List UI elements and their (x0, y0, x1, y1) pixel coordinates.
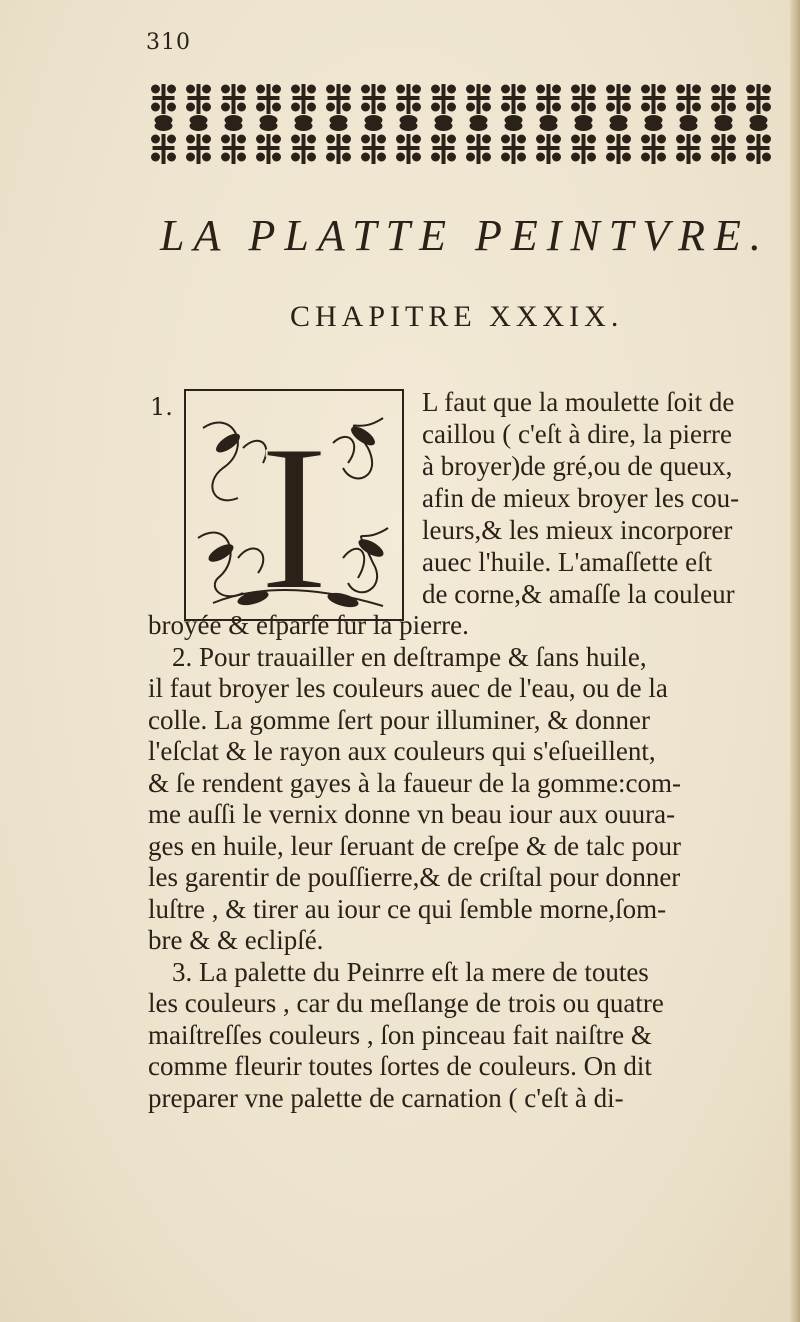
fleuron-ornament (291, 84, 316, 125)
running-title: LA PLATTE PEINTVRE. (160, 211, 770, 260)
fleuron-ornament (256, 121, 281, 164)
fleuron-ornament (711, 121, 736, 164)
text-line: les garentir de pouſſierre,& de criſtal pour donner (148, 862, 681, 892)
text-line: à broyer)de gré,ou de queux, (422, 451, 733, 481)
fleuron-ornament (676, 84, 701, 125)
text-line: & ſe rendent gayes à la faueur de la gomme:com- (148, 767, 682, 798)
text-line: L faut que la moulette ſoit de (422, 387, 735, 417)
text-line: auec l'huile. L'amaſſette eſt (422, 547, 713, 577)
fleuron-ornament (676, 121, 701, 164)
fleuron-ornament (501, 84, 526, 125)
fleuron-ornament (746, 84, 771, 125)
fleuron-ornament (186, 121, 211, 164)
fleuron-ornament (151, 84, 176, 125)
text-line: luſtre , & tirer au iour ce qui ſemble morne,ſom- (148, 893, 667, 924)
fleuron-ornament (326, 121, 351, 164)
text-line: leurs,& les mieux incorporer (422, 515, 733, 545)
initial-glyph: I (259, 402, 329, 622)
fleuron-ornament (291, 121, 316, 164)
fleuron-ornament (571, 84, 596, 125)
fleuron-ornament (221, 84, 246, 125)
fleuron-ornament (326, 84, 351, 125)
text-line: l'eſclat & le rayon aux couleurs qui s'eſueillent, (148, 736, 656, 766)
text-line: me auſſi le vernix donne vn beau iour aux ouura- (148, 799, 676, 829)
text-line: broyée & eſparſe ſur la pierre. (148, 610, 469, 640)
fleuron-ornament (746, 121, 771, 164)
fleuron-ornament (501, 121, 526, 164)
fleuron-ornament (536, 121, 561, 164)
chapter-heading: CHAPITRE XXXIX. (290, 300, 624, 333)
fleuron-ornament (606, 121, 631, 164)
fleuron-ornament (711, 84, 736, 125)
text-line: les couleurs , car du meſlange de trois ou quatre (148, 988, 664, 1018)
text-line: ges en huile, leur ſeruant de creſpe & de talc pour (148, 830, 682, 861)
text-line: maiſtreſſes couleurs , ſon pinceau fait naiſtre & (148, 1019, 652, 1050)
paragraph-1-side-text (422, 386, 782, 610)
fleuron-ornament (536, 84, 561, 125)
fleuron-ornament (641, 84, 666, 125)
fleuron-ornament (431, 84, 456, 125)
fleuron-ornament (396, 84, 421, 125)
text-line: 3. La palette du Peinrre eſt la mere de toutes (172, 956, 649, 987)
fleuron-ornament (151, 121, 176, 164)
fleuron-ornament (641, 121, 666, 164)
text-line: caillou ( c'eſt à dire, la pierre (422, 419, 732, 449)
fleuron-ornament (571, 121, 596, 164)
fleuron-ornament (396, 121, 421, 164)
text-line: de corne,& amaſſe la couleur (422, 579, 735, 609)
floral-ornament-band (146, 80, 776, 185)
fleuron-ornament (466, 121, 491, 164)
fleuron-ornament (606, 84, 631, 125)
text-line: bre & & eclipſé. (148, 925, 324, 955)
fleuron-ornament (186, 84, 211, 125)
text-line: afin de mieux broyer les cou- (422, 483, 740, 513)
text-line: 2. Pour trauailler en deſtrampe & ſans huile, (172, 641, 647, 672)
body-text (148, 610, 788, 1114)
text-line: comme fleurir toutes ſortes de couleurs. On dit (148, 1051, 652, 1081)
fleuron-ornament (256, 84, 281, 125)
decorated-initial-letter (183, 388, 405, 622)
text-line: il faut broyer les couleurs auec de l'eau, ou de la (148, 673, 668, 703)
fleuron-ornament (361, 121, 386, 164)
fleuron-ornament (466, 84, 491, 125)
page-number: 310 (146, 30, 191, 55)
fleuron-ornament (221, 121, 246, 164)
text-line: colle. La gomme ſert pour illuminer, & donner (148, 704, 651, 735)
text-line: preparer vne palette de carnation ( c'eſt à di- (148, 1082, 624, 1113)
page-edge (790, 0, 800, 1322)
fleuron-ornament (431, 121, 456, 164)
paragraph-number: 1. (150, 393, 173, 421)
fleuron-ornament (361, 84, 386, 125)
